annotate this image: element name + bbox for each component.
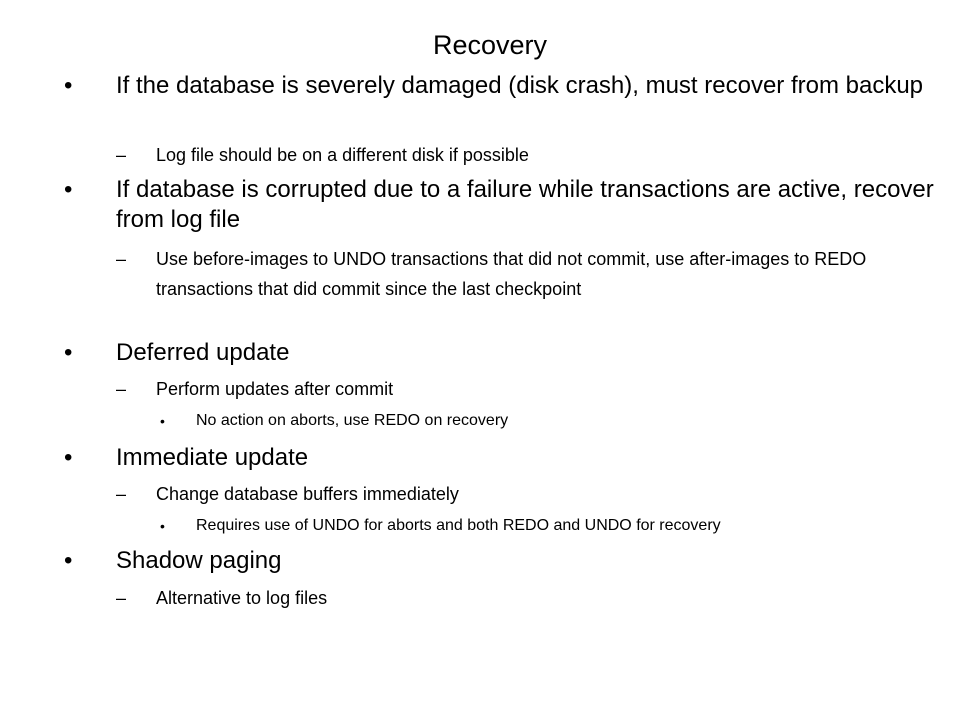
bullet-marker: • xyxy=(64,444,73,471)
bullet-text: Shadow paging xyxy=(116,547,282,574)
dash-marker: – xyxy=(116,249,127,269)
bullet-item-severe-damage xyxy=(64,71,944,101)
bullet-marker: • xyxy=(160,413,165,429)
sub-sub-item-no-action-aborts xyxy=(160,411,920,431)
bullet-marker: • xyxy=(64,339,73,366)
sub-sub-item-text: Requires use of UNDO for aborts and both REDO and UNDO for recovery xyxy=(196,517,721,534)
bullet-marker: • xyxy=(64,72,73,99)
slide-title: Recovery xyxy=(432,30,548,60)
sub-item-text: Perform updates after commit xyxy=(156,379,394,399)
sub-item-text: Use before-images to UNDO transactions that did not commit, use after-images to REDO transactions that did commit since the last checkpoint xyxy=(156,249,867,299)
sub-item-alternative-log-files xyxy=(116,583,916,613)
sub-item-text: Change database buffers immediately xyxy=(156,484,459,504)
bullet-marker: • xyxy=(64,547,73,574)
sub-sub-item-requires-undo xyxy=(160,516,920,536)
sub-item-text: Alternative to log files xyxy=(156,588,328,608)
dash-marker: – xyxy=(116,379,127,399)
bullet-item-corrupted-db xyxy=(64,175,944,235)
bullet-item-deferred-update xyxy=(64,338,944,368)
sub-item-text: Log file should be on a different disk if possible xyxy=(156,145,529,165)
bullet-text: If database is corrupted due to a failure while transactions are active, recover from log file xyxy=(116,176,934,233)
bullet-marker: • xyxy=(64,176,73,203)
bullet-text: Immediate update xyxy=(116,444,309,471)
dash-marker: – xyxy=(116,588,127,608)
bullet-item-shadow-paging xyxy=(64,546,944,576)
bullet-marker: • xyxy=(160,518,165,534)
dash-marker: – xyxy=(116,484,127,504)
bullet-text: Deferred update xyxy=(116,339,290,366)
sub-item-before-after-images xyxy=(116,244,916,304)
sub-item-perform-updates xyxy=(116,374,916,404)
sub-item-log-file-disk xyxy=(116,140,916,170)
sub-sub-item-text: No action on aborts, use REDO on recovery xyxy=(196,412,509,429)
bullet-item-immediate-update xyxy=(64,443,944,473)
bullet-text: If the database is severely damaged (disk crash), must recover from backup xyxy=(116,72,924,99)
sub-item-change-buffers xyxy=(116,479,916,509)
dash-marker: – xyxy=(116,145,127,165)
